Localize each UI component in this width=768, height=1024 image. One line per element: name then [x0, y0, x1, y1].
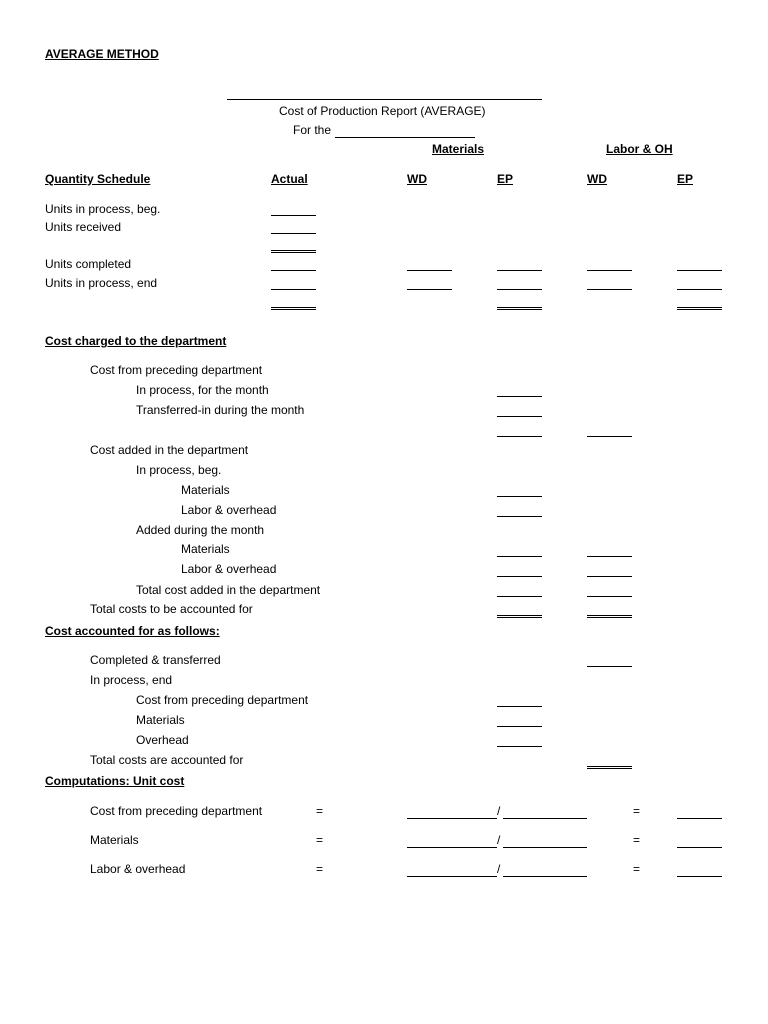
row-units-received: Units received [45, 220, 122, 234]
blank-line [497, 556, 542, 557]
page-heading: AVERAGE METHOD [45, 47, 159, 61]
equals-sign: = [633, 804, 641, 818]
blank-line [497, 436, 542, 437]
row-units-in-process-beg: Units in process, beg. [45, 202, 161, 216]
cost-charged-title: Cost charged to the department [45, 334, 227, 348]
blank-line [497, 396, 542, 397]
quantity-schedule-title: Quantity Schedule [45, 172, 151, 186]
blank-line [271, 215, 316, 216]
accounted-total-label: Total costs are accounted for [90, 753, 244, 767]
denominator-blank [503, 818, 587, 819]
col-materials-wd: WD [407, 172, 427, 186]
blank-line [497, 596, 542, 597]
blank-line [587, 596, 632, 597]
blank-line [497, 270, 542, 271]
total-added-label: Total cost added in the department [136, 583, 321, 597]
blank-line [497, 746, 542, 747]
row-units-completed: Units completed [45, 257, 132, 271]
numerator-blank [407, 847, 497, 848]
computations-title: Computations: Unit cost [45, 774, 185, 788]
accounted-preceding-label: Cost from preceding department [136, 693, 309, 707]
transferred-in-label: Transferred-in during the month [136, 403, 305, 417]
blank-line [587, 436, 632, 437]
divide-slash: / [497, 804, 501, 818]
total-double-line [497, 615, 542, 618]
denominator-blank [503, 876, 587, 877]
comp-materials-label: Materials [90, 833, 139, 847]
total-to-account-label: Total costs to be accounted for [90, 602, 253, 616]
divide-slash: / [497, 833, 501, 847]
in-process-end-label: In process, end [90, 673, 173, 687]
for-the-blank [335, 137, 475, 138]
blank-line [677, 270, 722, 271]
col-labor-wd: WD [587, 172, 607, 186]
cost-accounted-title: Cost accounted for as follows: [45, 624, 220, 638]
divide-slash: / [497, 862, 501, 876]
equals-sign: = [316, 862, 324, 876]
blank-line [587, 576, 632, 577]
numerator-blank [407, 818, 497, 819]
title-blank-line [227, 99, 542, 100]
in-process-month-label: In process, for the month [136, 383, 269, 397]
cost-added-label: Cost added in the department [90, 443, 249, 457]
equals-sign: = [633, 833, 641, 847]
month-labor-overhead-label: Labor & overhead [181, 562, 277, 576]
labor-oh-group-header: Labor & OH [606, 142, 673, 156]
equals-sign: = [633, 862, 641, 876]
in-process-beg-label: In process, beg. [136, 463, 222, 477]
total-double-line [497, 307, 542, 310]
blank-line [497, 516, 542, 517]
accounted-overhead-label: Overhead [136, 733, 189, 747]
total-double-line [677, 307, 722, 310]
month-materials-label: Materials [181, 542, 230, 556]
result-blank [677, 847, 722, 848]
col-actual: Actual [271, 172, 308, 186]
blank-line [587, 270, 632, 271]
blank-line [497, 416, 542, 417]
completed-transferred-label: Completed & transferred [90, 653, 221, 667]
total-double-line [587, 615, 632, 618]
blank-line [407, 270, 452, 271]
row-units-in-process-end: Units in process, end [45, 276, 158, 290]
denominator-blank [503, 847, 587, 848]
accounted-materials-label: Materials [136, 713, 185, 727]
total-double-line [587, 766, 632, 769]
total-double-line [271, 307, 316, 310]
result-blank [677, 818, 722, 819]
materials-group-header: Materials [432, 142, 485, 156]
blank-line [677, 289, 722, 290]
blank-line [497, 289, 542, 290]
report-title: Cost of Production Report (AVERAGE) [279, 104, 486, 118]
blank-line [497, 496, 542, 497]
blank-line [271, 270, 316, 271]
blank-line [497, 726, 542, 727]
added-month-label: Added during the month [136, 523, 265, 537]
equals-sign: = [316, 833, 324, 847]
blank-line [587, 556, 632, 557]
blank-line [271, 233, 316, 234]
result-blank [677, 876, 722, 877]
comp-preceding-label: Cost from preceding department [90, 804, 263, 818]
col-materials-ep: EP [497, 172, 514, 186]
comp-labor-overhead-label: Labor & overhead [90, 862, 186, 876]
equals-sign: = [316, 804, 324, 818]
col-labor-ep: EP [677, 172, 694, 186]
for-the-label: For the [293, 123, 332, 137]
total-double-line [271, 250, 316, 253]
blank-line [271, 289, 316, 290]
beg-labor-overhead-label: Labor & overhead [181, 503, 277, 517]
blank-line [497, 576, 542, 577]
blank-line [497, 706, 542, 707]
blank-line [587, 289, 632, 290]
blank-line [407, 289, 452, 290]
blank-line [587, 666, 632, 667]
charged-preceding-label: Cost from preceding department [90, 363, 263, 377]
numerator-blank [407, 876, 497, 877]
beg-materials-label: Materials [181, 483, 230, 497]
